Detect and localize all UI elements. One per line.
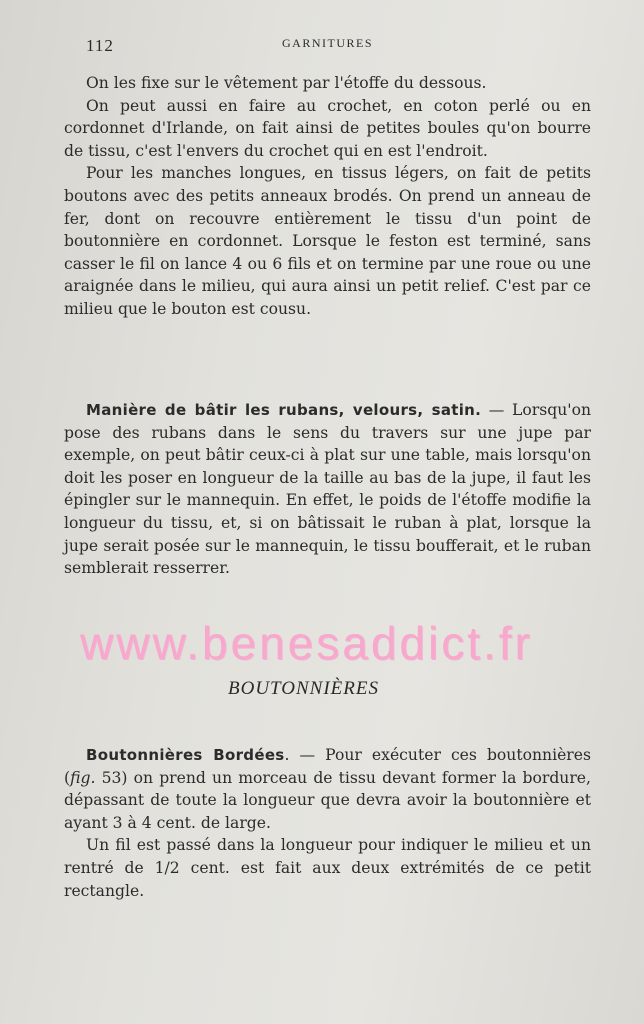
buttonholes-body-start: . — Pour exécuter ces boutonnières ( (64, 746, 591, 787)
text-block-garnitures (64, 72, 591, 321)
text-block-bound-buttonholes (64, 744, 591, 902)
section-heading: BOUTONNIÈRES (228, 678, 379, 699)
run-in-heading-buttonholes: Boutonnières Bordées (86, 746, 285, 764)
paragraph-crochet: On peut aussi en faire au crochet, en coton perlé ou en cordonnet d'Irlande, on fait ainsi de petites boules qu'on bourre de tissu, c'est l'envers du crochet qui en est l'endroit. (64, 96, 591, 160)
paragraph-fixing: On les fixe sur le vêtement par l'étoffe du dessous. (86, 74, 487, 92)
figure-reference: fig. (70, 768, 96, 787)
watermark: www.benesaddict.fr (80, 617, 533, 669)
run-in-heading-ribbons: Manière de bâtir les rubans, velours, satin. (86, 401, 482, 419)
page-number: 112 (86, 36, 114, 55)
running-head: GARNITURES (282, 36, 374, 50)
text-block-ribbons (64, 399, 591, 580)
paragraph-thread: Un fil est passé dans la longueur pour indiquer le milieu et un rentré de 1/2 cent. est fait aux deux extrémités de ce petit rectangle. (64, 836, 591, 900)
paragraph-bound-buttonholes (64, 744, 591, 834)
paragraph-long-sleeves: Pour les manches longues, en tissus légers, on fait de petits boutons avec des petits anneaux brodés. On prend un anneau de fer, dont on recouvre entièrement le tissu d'un point de boutonnière en cordonnet. Lorsque le feston est terminé, sans casser le fil on lance 4 ou 6 fils et on termine par une roue ou une araignée dans le milieu, qui aura ainsi un petit relief. C'est par ce milieu que le bouton est cousu. (64, 164, 591, 318)
paragraph-ribbons (64, 399, 591, 580)
ribbons-body: — Lorsqu'on pose des rubans dans le sens du travers sur une jupe par exemple, on peut bâtir ceux-ci à plat sur une table, mais lorsqu'on doit les poser en longueur de la taille au bas de la jupe, il faut les épingler sur le mannequin. En effet, le poids de l'étoffe modifie la longueur du tissu, et, si on bâtissait le ruban à plat, lorsque la jupe serait posée sur le mannequin, le tissu boufferait, et le ruban semblerait resserrer. (64, 401, 592, 578)
buttonholes-body-end: 53) on prend un morceau de tissu devant former la bordure, dépassant de toute la longueur que devra avoir la boutonnière et ayant 3 à 4 cent. de large. (64, 768, 591, 832)
